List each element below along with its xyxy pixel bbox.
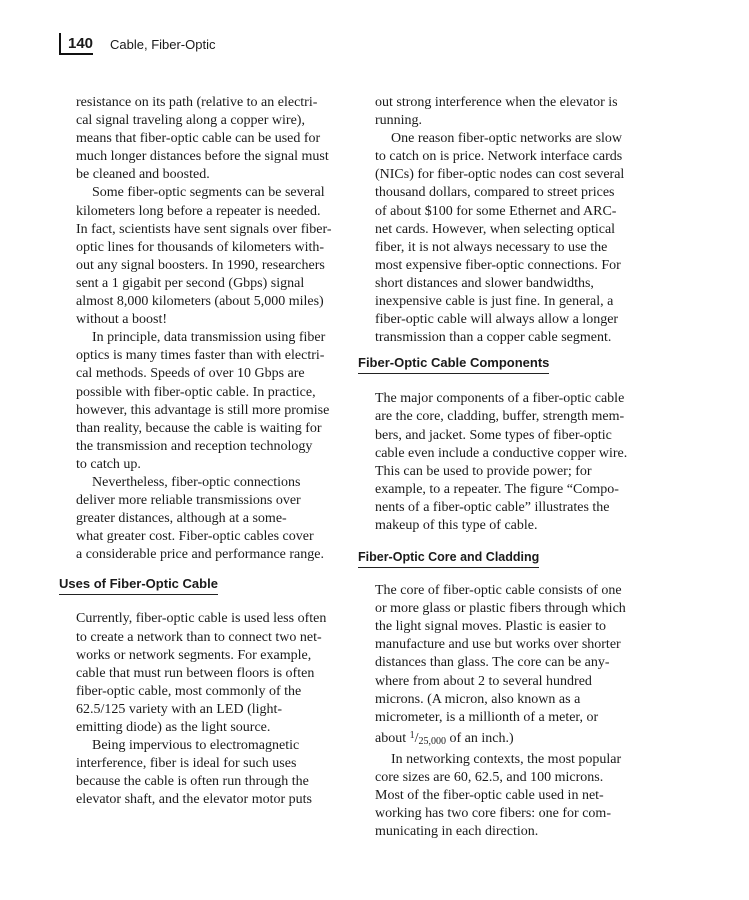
text-line: micrometer, is a millionth of a meter, or [375, 709, 599, 725]
text-line: The core of fiber-optic cable consists of one [375, 583, 622, 599]
text-line: One reason fiber-optic networks are slow [391, 131, 623, 147]
text-line: bers, and jacket. Some types of fiber-optic [375, 427, 612, 443]
text-line: manufacture and use but works over shorter [375, 637, 621, 653]
header-vertical-rule [59, 33, 61, 55]
text-line: fiber, it is not always necessary to use the [375, 239, 608, 255]
text-line: deliver more reliable transmissions over [76, 493, 301, 509]
section-components [358, 355, 648, 374]
text-line: most expensive fiber-optic connections. For [375, 257, 621, 273]
text-line: The major components of a fiber-optic cable [375, 391, 625, 407]
text-line: This can be used to provide power; for [375, 463, 592, 479]
text-line: elevator shaft, and the elevator motor puts [76, 792, 312, 808]
text-line: Nevertheless, fiber-optic connections [92, 474, 301, 490]
text-line: means that fiber-optic cable can be used for [76, 131, 321, 147]
fraction-numerator: 1 [409, 729, 415, 741]
fraction-suffix: of an inch.) [446, 730, 514, 746]
text-line: example, to a repeater. The figure “Compo- [375, 481, 619, 497]
paragraph-impervious [59, 737, 347, 809]
text-line: than reality, because the cable is waiting for [76, 420, 322, 436]
text-line: short distances and slower bandwidths, [375, 275, 594, 291]
text-line: be cleaned and boosted. [76, 167, 210, 183]
text-line: transmission than a copper cable segment. [375, 330, 612, 346]
text-line: resistance on its path (relative to an electri- [76, 95, 318, 110]
text-line: 62.5/125 variety with an LED (light- [76, 701, 283, 717]
text-line: however, this advantage is still more promise [76, 402, 330, 418]
text-line: emitting diode) as the light source. [76, 720, 271, 735]
text-line: In networking contexts, the most popular [391, 751, 622, 767]
text-line: optic lines for thousands of kilometers with- [76, 239, 325, 255]
running-title: Cable, Fiber-Optic [110, 37, 216, 52]
text-line: to catch on is price. Network interface cards [375, 149, 623, 165]
text-line: running. [375, 113, 423, 129]
text-line: cal signal traveling along a copper wire), [76, 113, 305, 129]
fraction-prefix: about [375, 730, 410, 746]
text-line-fraction [375, 727, 648, 751]
text-line: the transmission and reception technology [76, 438, 313, 454]
heading-fiber-optic-cable-components: Fiber-Optic Cable Components [358, 355, 549, 374]
text-line: inexpensive cable is just fine. In general, a [375, 294, 614, 310]
paragraph-major-components [358, 390, 648, 535]
page-number: 140 [68, 35, 94, 52]
text-line: the light signal moves. Plastic is easier to [375, 619, 606, 635]
text-line: works or network segments. For example, [76, 647, 312, 663]
text-line: much longer distances before the signal must [76, 149, 329, 165]
paragraph-core-sizes [358, 751, 648, 841]
text-line: In principle, data transmission using fiber [92, 330, 326, 346]
text-line: fiber-optic cable will always allow a longer [375, 312, 619, 328]
text-line: cal methods. Speeds of over 10 Gbps are [76, 366, 305, 382]
text-line: Most of the fiber-optic cable used in net- [375, 788, 604, 804]
section-uses [59, 576, 347, 595]
paragraph-segments [59, 184, 347, 329]
text-line: cable even include a conductive copper wire. [375, 445, 628, 461]
text-line: where from about 2 to several hundred [375, 673, 592, 689]
section-core-cladding [358, 549, 648, 568]
heading-uses-of-fiber-optic-cable: Uses of Fiber-Optic Cable [59, 576, 218, 595]
text-line: Being impervious to electromagnetic [92, 738, 300, 754]
paragraph-core [358, 582, 648, 751]
text-line: without a boost! [76, 312, 167, 328]
text-line: out strong interference when the elevator is [375, 95, 618, 110]
text-line: Currently, fiber-optic cable is used less often [76, 611, 327, 627]
text-line: what greater cost. Fiber-optic cables cover [76, 529, 314, 545]
text-line: to catch up. [76, 456, 141, 472]
text-line: because the cable is often run through the [76, 774, 309, 790]
text-line: sent a 1 gigabit per second (Gbps) signal [76, 275, 305, 291]
text-line: cable that must run between floors is often [76, 665, 315, 681]
text-line: makeup of this type of cable. [375, 517, 538, 533]
text-line: working has two core fibers: one for com- [375, 806, 611, 822]
text-line: In fact, scientists have sent signals over fiber- [76, 221, 332, 237]
text-line: optics is many times faster than with electri- [76, 348, 325, 364]
text-line: out any signal boosters. In 1990, researchers [76, 257, 325, 273]
text-line: interference, fiber is ideal for such uses [76, 756, 297, 772]
text-line: almost 8,000 kilometers (about 5,000 miles) [76, 294, 324, 310]
text-line: fiber-optic cable, most commonly of the [76, 683, 302, 699]
fraction-slash: / [414, 730, 419, 746]
paragraph-interference-continued [358, 94, 648, 130]
paragraph-principle [59, 329, 347, 474]
paragraph-currently [59, 610, 347, 737]
paragraph-nevertheless [59, 474, 347, 564]
text-line: distances than glass. The core can be any- [375, 655, 610, 671]
text-line: to create a network than to connect two net- [76, 629, 322, 645]
text-line: greater distances, although at a some- [76, 511, 287, 527]
text-line: possible with fiber-optic cable. In practice, [76, 384, 316, 400]
text-line: net cards. However, when selecting optical [375, 221, 616, 237]
header-horizontal-rule [59, 53, 93, 55]
heading-fiber-optic-core-and-cladding: Fiber-Optic Core and Cladding [358, 549, 539, 568]
text-line: a considerable price and performance range. [76, 547, 324, 563]
text-line: core sizes are 60, 62.5, and 100 microns. [375, 770, 604, 785]
text-line: municating in each direction. [375, 824, 539, 840]
fraction-denominator: 25,000 [418, 735, 446, 747]
text-line: microns. (A micron, also known as a [375, 691, 581, 707]
right-column [358, 94, 648, 841]
text-line: (NICs) for fiber-optic nodes can cost several [375, 167, 625, 183]
text-line: Some fiber-optic segments can be several [92, 185, 325, 201]
paragraph-resistance [59, 94, 347, 184]
text-line: thousand dollars, compared to street prices [375, 185, 615, 201]
left-column [59, 94, 347, 809]
text-line: are the core, cladding, buffer, strength mem- [375, 409, 625, 425]
text-line: or more glass or plastic fibers through which [375, 601, 626, 617]
paragraph-price [358, 130, 648, 347]
text-line: kilometers long before a repeater is needed. [76, 203, 321, 219]
text-line: of about $100 for some Ethernet and ARC- [375, 203, 617, 219]
text-line: nents of a fiber-optic cable” illustrates the [375, 499, 610, 515]
